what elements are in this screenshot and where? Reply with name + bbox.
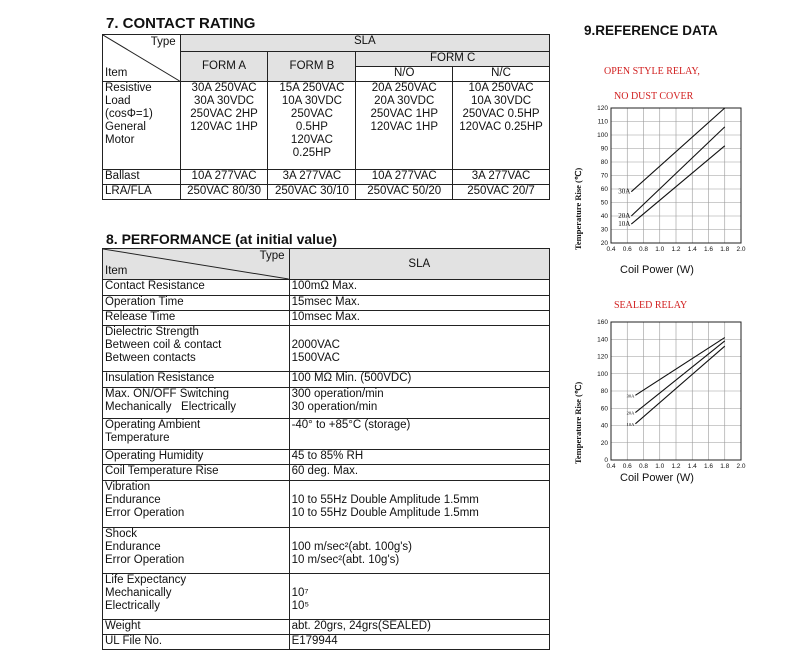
performance-row	[103, 620, 550, 635]
form-b-resistive-values: 15A 250VAC 10A 30VDC 250VAC 0.5HP 120VAC 0.25HP	[268, 82, 356, 170]
y-tick-label: 120	[597, 353, 608, 361]
series-line-10a	[635, 346, 724, 424]
x-tick-label: 0.4	[606, 246, 616, 253]
performance-row	[103, 419, 550, 450]
x-tick-label: 1.8	[720, 246, 730, 253]
sealed-relay-chart-title: SEALED RELAY	[614, 300, 688, 311]
y-tick-label: 80	[600, 388, 608, 395]
form-c-nc-resistive-values: 10A 250VAC 10A 30VDC 250VAC 0.5HP 120VAC 0.25HP	[453, 82, 550, 170]
performance-value-cell: 100 m/sec²(abt. 100g's) 10 m/sec²(abt. 10g's)	[289, 528, 549, 574]
y-tick-label: 140	[597, 336, 608, 344]
form-b-header: FORM B	[268, 52, 356, 82]
lra-form-a: 250VAC 80/30	[180, 185, 268, 200]
performance-item-cell: Operation Time	[103, 296, 290, 311]
performance-value-cell: 10⁷ 10⁵	[289, 574, 549, 620]
performance-item-cell: UL File No.	[103, 635, 290, 650]
performance-item-cell: Operating Humidity	[103, 450, 290, 465]
y-tick-label: 90	[600, 145, 608, 153]
x-tick-label: 0.8	[638, 246, 649, 253]
performance-value-cell: E179944	[289, 635, 549, 650]
performance-row	[103, 326, 550, 372]
y-tick-label: 20	[600, 439, 608, 447]
performance-row	[103, 388, 550, 419]
series-label: 10A	[626, 421, 635, 427]
performance-value-cell: 100 MΩ Min. (500VDC)	[289, 372, 549, 388]
form-a-header: FORM A	[180, 52, 268, 82]
open-relay-chart	[588, 100, 760, 260]
performance-item-cell: Dielectric Strength Between coil & contact Between contacts	[103, 326, 290, 372]
performance-value-cell: 10 to 55Hz Double Amplitude 1.5mm 10 to 55Hz Double Amplitude 1.5mm	[289, 481, 549, 528]
performance-item-cell: Contact Resistance	[103, 280, 290, 296]
y-tick-label: 20	[600, 240, 608, 247]
form-c-nc-header: N/C	[453, 67, 550, 82]
performance-item-cell: Max. ON/OFF Switching Mechanically Electrically	[103, 388, 290, 419]
series-label: 20A	[626, 410, 635, 416]
performance-value-cell: 15msec Max.	[289, 296, 549, 311]
y-tick-label: 100	[597, 132, 608, 139]
y-tick-label: 60	[600, 405, 608, 413]
y-tick-label: 120	[597, 105, 608, 112]
type-label: Type	[150, 36, 176, 48]
performance-row	[103, 465, 550, 481]
y-tick-label: 40	[600, 422, 608, 430]
contact-rating-title: 7. CONTACT RATING	[106, 15, 256, 32]
y-tick-label: 160	[597, 319, 608, 326]
form-c-no-header: N/O	[356, 67, 453, 82]
y-tick-label: 110	[597, 118, 608, 126]
series-label: 30A	[618, 187, 631, 196]
x-tick-label: 2.0	[736, 463, 746, 470]
x-tick-label: 0.8	[638, 463, 649, 470]
performance-row	[103, 528, 550, 574]
x-tick-label: 1.4	[687, 463, 697, 470]
performance-row	[103, 450, 550, 465]
performance-row	[103, 311, 550, 326]
sealed-relay-x-axis-label: Coil Power (W)	[620, 472, 694, 484]
lra-form-c-nc: 250VAC 20/7	[453, 185, 550, 200]
x-tick-label: 1.2	[671, 246, 681, 253]
y-tick-label: 70	[600, 172, 608, 180]
lra-form-c-no: 250VAC 50/20	[356, 185, 453, 200]
performance-value-cell: 60 deg. Max.	[289, 465, 549, 481]
item-label: Item	[105, 67, 128, 79]
performance-row	[103, 280, 550, 296]
contact-rating-corner-cell	[103, 35, 181, 82]
lra-form-b: 250VAC 30/10	[268, 185, 356, 200]
performance-item-cell: Weight	[103, 620, 290, 635]
x-tick-label: 1.2	[671, 463, 681, 470]
form-a-resistive-values: 30A 250VAC 30A 30VDC 250VAC 2HP 120VAC 1HP	[180, 82, 268, 170]
ballast-label: Ballast	[103, 170, 181, 185]
x-tick-label: 1.6	[703, 246, 714, 253]
performance-value-cell: 100mΩ Max.	[289, 280, 549, 296]
ballast-form-a: 10A 277VAC	[180, 170, 268, 185]
performance-row	[103, 574, 550, 620]
x-tick-label: 0.6	[622, 246, 632, 253]
open-relay-x-axis-label: Coil Power (W)	[620, 264, 694, 276]
x-tick-label: 1.0	[655, 463, 665, 470]
x-tick-label: 1.4	[687, 246, 697, 253]
performance-item-cell: Life Expectancy Mechanically Electrically	[103, 574, 290, 620]
y-tick-label: 60	[600, 186, 608, 193]
series-label: 20A	[618, 212, 631, 220]
series-line-20a	[635, 341, 724, 413]
form-c-header: FORM C	[356, 52, 550, 67]
reference-data-title: 9.REFERENCE DATA	[584, 23, 718, 38]
ballast-form-c-no: 10A 277VAC	[356, 170, 453, 185]
performance-title: 8. PERFORMANCE (at initial value)	[106, 231, 338, 247]
y-tick-label: 30	[600, 226, 608, 234]
performance-value-cell: 2000VAC 1500VAC	[289, 326, 549, 372]
performance-item-cell: Vibration Endurance Error Operation	[103, 481, 290, 528]
x-tick-label: 1.8	[720, 463, 730, 470]
y-tick-label: 80	[600, 159, 608, 166]
open-relay-chart-title: OPEN STYLE RELAY,	[604, 66, 700, 77]
performance-item-cell: Operating Ambient Temperature	[103, 419, 290, 450]
y-tick-label: 100	[597, 370, 608, 378]
performance-item-cell: Release Time	[103, 311, 290, 326]
series-label: 10A	[618, 220, 631, 229]
performance-value-cell: 10msec Max.	[289, 311, 549, 326]
x-tick-label: 2.0	[736, 246, 746, 253]
series-line-30a	[635, 338, 724, 396]
y-tick-label: 0	[604, 457, 608, 464]
x-tick-label: 1.0	[655, 246, 665, 253]
performance-value-cell: -40° to +85°C (storage)	[289, 419, 549, 450]
performance-sla-header: SLA	[289, 249, 549, 280]
performance-row	[103, 635, 550, 650]
sealed-relay-y-axis-label: Temperature Rise (℃)	[573, 381, 583, 464]
performance-type-label: Type	[259, 250, 285, 262]
performance-item-cell: Shock Endurance Error Operation	[103, 528, 290, 574]
performance-item-cell: Insulation Resistance	[103, 372, 290, 388]
performance-table	[102, 248, 550, 650]
ballast-form-c-nc: 3A 277VAC	[453, 170, 550, 185]
performance-row	[103, 372, 550, 388]
resistive-load-label: Resistive Load (cosΦ=1) General Motor	[103, 82, 181, 170]
open-relay-chart-subtitle: NO DUST COVER	[614, 91, 694, 102]
performance-row	[103, 296, 550, 311]
x-tick-label: 0.6	[622, 463, 632, 470]
form-c-no-resistive-values: 20A 250VAC 20A 30VDC 250VAC 1HP 120VAC 1HP	[356, 82, 453, 170]
contact-rating-table	[102, 34, 550, 200]
performance-value-cell: 300 operation/min 30 operation/min	[289, 388, 549, 419]
ballast-form-b: 3A 277VAC	[268, 170, 356, 185]
y-tick-label: 40	[600, 213, 608, 220]
performance-item-cell: Coil Temperature Rise	[103, 465, 290, 481]
x-tick-label: 0.4	[606, 463, 616, 470]
performance-item-label: Item	[105, 265, 128, 277]
y-tick-label: 50	[600, 199, 608, 207]
sealed-relay-chart	[588, 314, 760, 474]
performance-corner-cell	[103, 249, 290, 280]
x-tick-label: 1.6	[703, 463, 714, 470]
performance-value-cell: abt. 20grs, 24grs(SEALED)	[289, 620, 549, 635]
open-relay-y-axis-label: Temperature Rise (℃)	[573, 167, 583, 250]
lra-fla-label: LRA/FLA	[103, 185, 181, 200]
performance-row	[103, 481, 550, 528]
performance-value-cell: 45 to 85% RH	[289, 450, 549, 465]
sla-group-header: SLA	[180, 35, 549, 52]
series-label: 30A	[626, 393, 635, 399]
series-line-30a	[631, 108, 724, 192]
series-line-10a	[631, 146, 724, 224]
